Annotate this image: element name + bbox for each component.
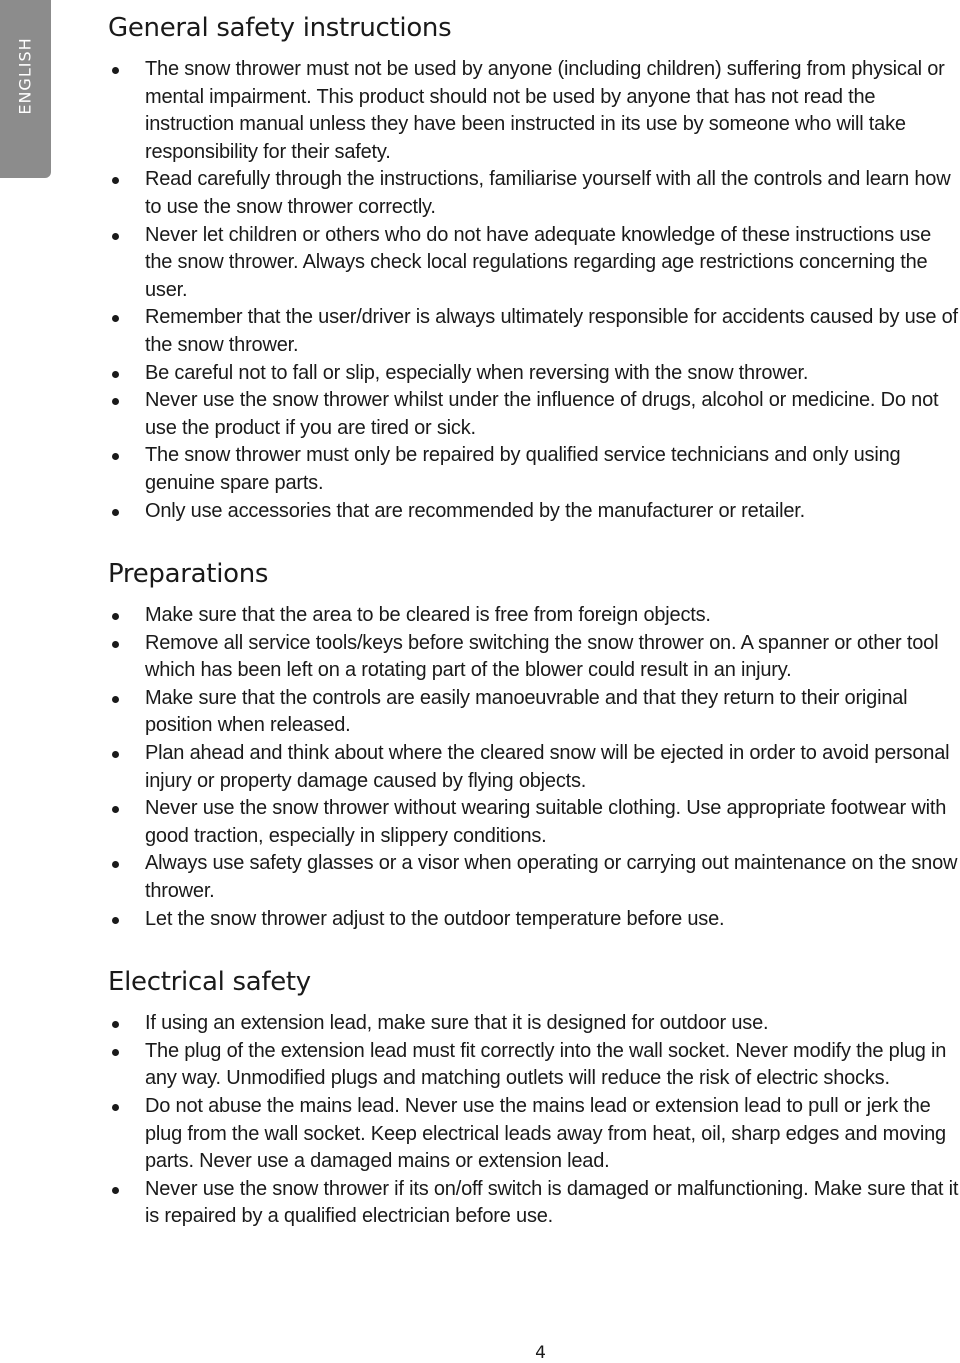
list-item-text: If using an extension lead, make sure that it is designed for outdoor use. (145, 1012, 769, 1035)
list-item (108, 166, 960, 221)
bullet-icon (112, 861, 119, 868)
list-item (108, 498, 960, 526)
list-item-text: Make sure that the controls are easily manoeuvrable and that they return to their original position when released. (145, 686, 908, 737)
list-item (108, 685, 960, 740)
list-item (108, 740, 960, 795)
bullet-icon (112, 67, 119, 74)
list-item-text: Remove all service tools/keys before switching the snow thrower on. A spanner or other tool which has been left on a rotating part of the blower could result in an injury. (145, 631, 939, 682)
list-item (108, 602, 960, 630)
list-item-text: Only use accessories that are recommended by the manufacturer or retailer. (145, 499, 805, 522)
list-item-text: Never use the snow thrower without wearing suitable clothing. Use appropriate footwear with good traction, especially in slippery conditions. (145, 797, 947, 847)
list-item-text: The plug of the extension lead must fit correctly into the wall socket. Never modify the plug in any way. Unmodified plugs and matching outlets will reduce the risk of electric shocks. (145, 1039, 947, 1090)
list-item-text: Never use the snow thrower whilst under the influence of drugs, alcohol or medicine. Do not use the product if you are tired or sick. (145, 389, 939, 439)
section-title: Electrical safety (108, 967, 311, 998)
section-title: General safety instructions (108, 13, 452, 43)
page-number: 4 (535, 1343, 546, 1363)
bullet-icon (112, 177, 119, 184)
list-item-text: The snow thrower must not be used by anyone (including children) suffering from physical or mental impairment. This product should not be used by anyone that has not read the instruction manual unless they have been instructed in its use by someone who will take responsibility for their safety. (145, 58, 945, 163)
list-item-text: Remember that the user/driver is always ultimately responsible for accidents caused by use of the snow thrower. (145, 306, 958, 356)
bullet-list (108, 1010, 960, 1231)
list-item (108, 795, 960, 850)
section-general-safety (108, 10, 960, 525)
list-item-text: Plan ahead and think about where the cleared snow will be ejected in order to avoid personal injury or property damage caused by flying objects. (145, 742, 950, 792)
bullet-icon (112, 509, 119, 516)
list-item (108, 1093, 960, 1176)
list-item-text: Be careful not to fall or slip, especially when reversing with the snow thrower. (145, 361, 809, 384)
list-item (108, 850, 960, 905)
list-item-text: Let the snow thrower adjust to the outdoor temperature before use. (145, 907, 725, 930)
manual-page-content (108, 10, 960, 1262)
list-item-text: Always use safety glasses or a visor when operating or carrying out maintenance on the snow thrower. (145, 852, 958, 903)
bullet-icon (112, 696, 119, 703)
bullet-icon (112, 917, 119, 924)
bullet-icon (112, 398, 119, 405)
bullet-icon (112, 641, 119, 648)
list-item (108, 630, 960, 685)
bullet-icon (112, 806, 119, 813)
bullet-icon (112, 1021, 119, 1028)
language-tab (0, 0, 51, 178)
section-electrical-safety (108, 964, 960, 1231)
bullet-icon (112, 613, 119, 620)
bullet-icon (112, 233, 119, 240)
list-item-text: Never let children or others who do not have adequate knowledge of these instructions use the snow thrower. Always check local regulations regarding age restrictions concerning the user. (145, 223, 932, 301)
list-item-text: Never use the snow thrower if its on/off switch is damaged or malfunctioning. Make sure that it is repaired by a qualified electrician before use. (145, 1177, 959, 1228)
list-item (108, 222, 960, 305)
list-item (108, 56, 960, 166)
bullet-icon (112, 371, 119, 378)
list-item (108, 360, 960, 388)
bullet-icon (112, 1049, 119, 1056)
bullet-list (108, 602, 960, 933)
bullet-icon (112, 751, 119, 758)
bullet-icon (112, 1187, 119, 1194)
list-item-text: Make sure that the area to be cleared is free from foreign objects. (145, 604, 711, 627)
list-item (108, 1010, 960, 1038)
list-item (108, 442, 960, 497)
bullet-list (108, 56, 960, 525)
list-item-text: Read carefully through the instructions, familiarise yourself with all the controls and learn how to use the snow thrower correctly. (145, 168, 951, 218)
section-preparations (108, 556, 960, 933)
list-item-text: Do not abuse the mains lead. Never use the mains lead or extension lead to pull or jerk the plug from the wall socket. Keep electrical leads away from heat, oil, sharp edges and moving parts. Never use a damaged mains or extension lead. (145, 1095, 946, 1173)
section-title: Preparations (108, 559, 269, 590)
list-item (108, 906, 960, 934)
bullet-icon (112, 315, 119, 322)
list-item-text: The snow thrower must only be repaired by qualified service technicians and only using genuine spare parts. (145, 444, 901, 494)
language-tab-label: ENGLISH (15, 37, 35, 115)
bullet-icon (112, 453, 119, 460)
list-item (108, 1038, 960, 1093)
list-item (108, 304, 960, 359)
list-item (108, 1176, 960, 1231)
list-item (108, 387, 960, 442)
bullet-icon (112, 1104, 119, 1111)
